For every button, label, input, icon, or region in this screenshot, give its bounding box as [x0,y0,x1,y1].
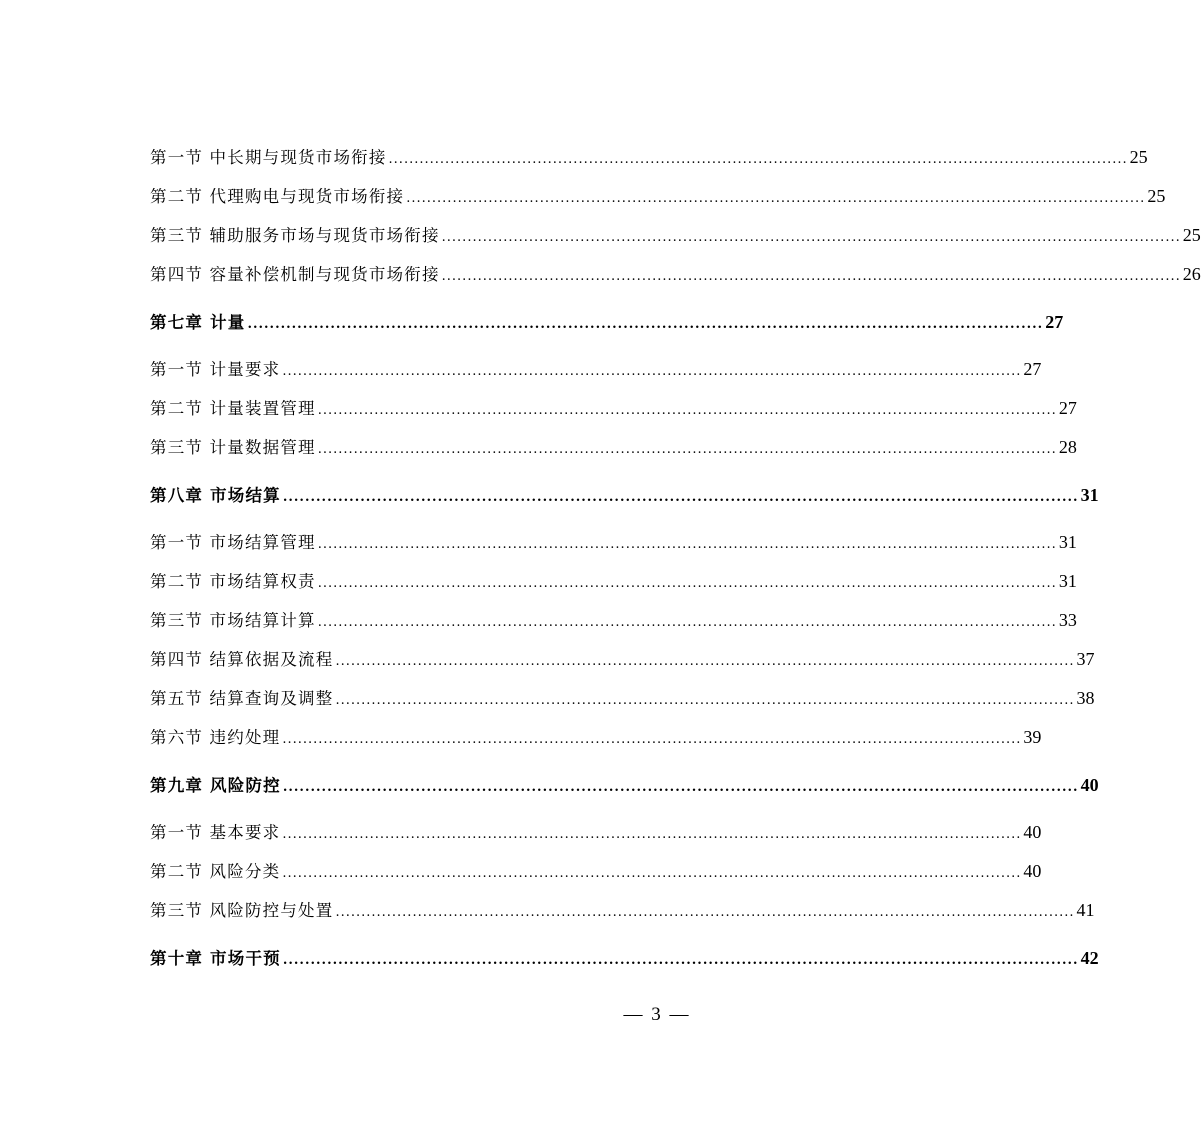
toc-chapter-title: 第七章 计量 [150,313,246,332]
toc-entry[interactable] [150,687,1095,712]
toc-entry[interactable] [150,726,1042,751]
toc-leader-dots: ................................................................................................................................................ [317,403,1057,418]
toc-entry-page: 41 [1076,900,1095,920]
toc-chapter-entry[interactable] [150,311,1064,336]
toc-chapter-page: 27 [1045,312,1064,332]
toc-entry-page: 25 [1182,225,1201,245]
toc-leader-dots: ................................................................................................................................................ [282,732,1022,747]
toc-entry-title: 第二节 风险分类 [150,862,281,881]
toc-entry-title: 第一节 市场结算管理 [150,533,316,552]
toc-leader-dots: ................................................................................................................................................ [282,490,1079,505]
page-number: — 3 — [623,1004,691,1025]
toc-entry[interactable] [150,648,1095,673]
toc-entry[interactable] [150,146,1148,171]
toc-leader-dots: ................................................................................................................................................ [317,576,1057,591]
toc-entry[interactable] [150,860,1042,885]
toc-leader-dots: ................................................................................................................................................ [282,953,1079,968]
toc-entry-page: 28 [1058,437,1077,457]
toc-entry-title: 第六节 违约处理 [150,728,281,747]
toc-leader-dots: ................................................................................................................................................ [317,442,1057,457]
toc-leader-dots: ................................................................................................................................................ [282,364,1022,379]
toc-entry-title: 第三节 计量数据管理 [150,438,316,457]
toc-entry-title: 第三节 辅助服务市场与现货市场衔接 [150,226,440,245]
toc-leader-dots: ................................................................................................................................................ [247,317,1044,332]
toc-chapter-page: 40 [1080,775,1099,795]
toc-entry[interactable] [150,531,1077,556]
toc-entry-page: 33 [1058,610,1077,630]
toc-entry-page: 25 [1147,186,1166,206]
toc-leader-dots: ................................................................................................................................................ [282,827,1022,842]
toc-entry-page: 26 [1182,264,1201,284]
toc-entry-page: 39 [1023,727,1042,747]
toc-entry[interactable] [150,185,1166,210]
toc-entry[interactable] [150,224,1201,249]
toc-leader-dots: ................................................................................................................................................ [441,269,1181,284]
toc-entry-title: 第四节 结算依据及流程 [150,650,334,669]
toc-leader-dots: ................................................................................................................................................ [406,191,1146,206]
toc-leader-dots: ................................................................................................................................................ [317,615,1057,630]
toc-entry-title: 第二节 计量装置管理 [150,399,316,418]
toc-chapter-page: 31 [1080,485,1099,505]
toc-entry-title: 第二节 代理购电与现货市场衔接 [150,187,405,206]
toc-entry-page: 27 [1023,359,1042,379]
toc-leader-dots: ................................................................................................................................................ [335,905,1075,920]
toc-leader-dots: ................................................................................................................................................ [335,693,1075,708]
toc-leader-dots: ................................................................................................................................................ [282,780,1079,795]
toc-entry-title: 第五节 结算查询及调整 [150,689,334,708]
toc-chapter-title: 第九章 风险防控 [150,776,281,795]
toc-chapter-title: 第八章 市场结算 [150,486,281,505]
toc-entry[interactable] [150,263,1201,288]
toc-entry[interactable] [150,397,1077,422]
toc-leader-dots: ................................................................................................................................................ [441,230,1181,245]
toc-entry-page: 27 [1058,398,1077,418]
toc-chapter-page: 42 [1080,948,1099,968]
toc-entry[interactable] [150,609,1077,634]
toc-entry-page: 31 [1058,532,1077,552]
toc-entry-title: 第四节 容量补偿机制与现货市场衔接 [150,265,440,284]
toc-entry[interactable] [150,570,1077,595]
toc-entry-page: 25 [1129,147,1148,167]
toc-entry-title: 第一节 基本要求 [150,823,281,842]
toc-entry[interactable] [150,821,1042,846]
toc-entry-page: 40 [1023,822,1042,842]
toc-entry-title: 第一节 计量要求 [150,360,281,379]
toc-chapter-entry[interactable] [150,484,1099,509]
toc-leader-dots: ................................................................................................................................................ [335,654,1075,669]
toc-chapter-entry[interactable] [150,774,1099,799]
toc-entry-title: 第一节 中长期与现货市场衔接 [150,148,387,167]
toc-entry-page: 40 [1023,861,1042,881]
toc-entry[interactable] [150,358,1042,383]
toc-entry[interactable] [150,436,1077,461]
toc-leader-dots: ................................................................................................................................................ [388,152,1128,167]
toc-entry-title: 第三节 风险防控与处置 [150,901,334,920]
toc-entry-title: 第二节 市场结算权责 [150,572,316,591]
toc-entry-page: 31 [1058,571,1077,591]
toc-chapter-entry[interactable] [150,947,1099,972]
toc-entry-title: 第三节 市场结算计算 [150,611,316,630]
toc-chapter-title: 第十章 市场干预 [150,949,281,968]
toc-entry-page: 37 [1076,649,1095,669]
toc-entry[interactable] [150,899,1095,924]
toc-leader-dots: ................................................................................................................................................ [317,537,1057,552]
toc-entry-page: 38 [1076,688,1095,708]
toc-leader-dots: ................................................................................................................................................ [282,866,1022,881]
